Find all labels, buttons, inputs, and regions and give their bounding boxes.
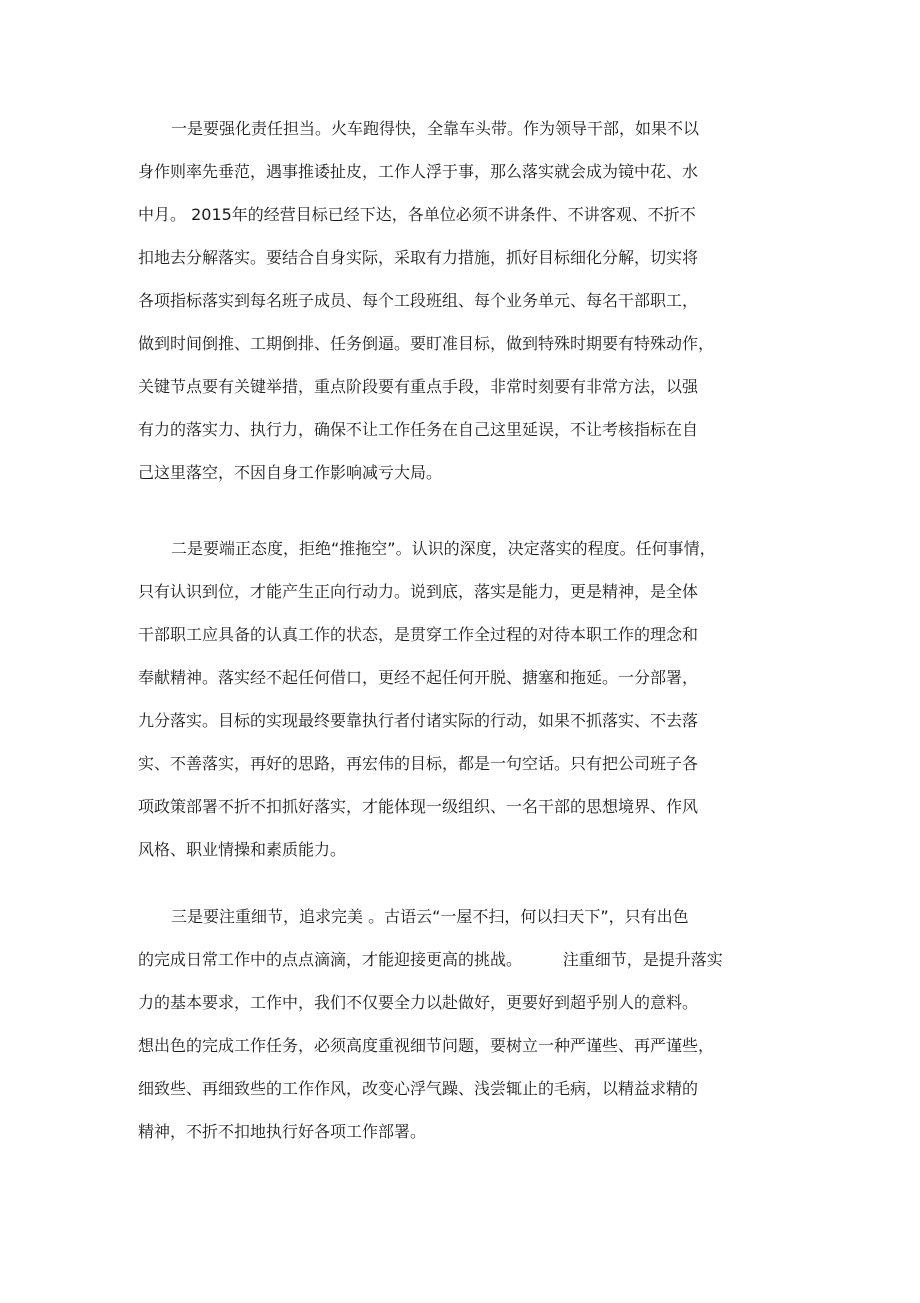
paragraph-line: 一是要强化责任担当。火车跑得快，全靠车头带。作为领导干部，如果不以 [171, 119, 700, 138]
paragraph-line: 想出色的完成工作任务，必须高度重视细节问题，要树立一种严谨些、再严谨些， [138, 1036, 715, 1055]
paragraph-line: 的完成日常工作中的点点滴滴，才能迎接更高的挑战。 注重细节，是提升落实 [138, 950, 723, 969]
paragraph-line: 力的基本要求，工作中，我们不仅要全力以赴做好，更要好到超乎别人的意料。 [138, 993, 699, 1012]
paragraph-line: 扣地去分解落实。要结合自身实际，采取有力措施，抓好目标细化分解，切实将 [138, 248, 699, 267]
paragraph-line: 二是要端正态度，拒绝“推拖空”。认识的深度，决定落实的程度。任何事情， [171, 539, 716, 558]
paragraph-line: 奉献精神。落实经不起任何借口，更经不起任何开脱、搪塞和拖延。一分部署， [138, 668, 699, 687]
paragraph-line: 关键节点要有关键举措，重点阶段要有重点手段，非常时刻要有非常方法，以强 [138, 377, 699, 396]
paragraph-attitude [138, 527, 788, 871]
paragraph-line: 有力的落实力、执行力，确保不让工作任务在自己这里延误，不让考核指标在自 [138, 420, 699, 439]
paragraph-line: 各项指标落实到每名班子成员、每个工段班组、每个业务单元、每名干部职工， [138, 291, 699, 310]
paragraph-line: 九分落实。目标的实现最终要靠执行者付诸实际的行动，如果不抓落实、不去落 [138, 711, 699, 730]
paragraph-line: 三是要注重细节，追求完美 。古语云“一屋不扫，何以扫天下”，只有出色 [171, 907, 689, 926]
paragraph-line: 项政策部署不折不扣抓好落实，才能体现一级组织、一名干部的思想境界、作风 [138, 797, 699, 816]
paragraph-line: 风格、职业情操和素质能力。 [138, 840, 347, 859]
paragraph-line: 干部职工应具备的认真工作的状态，是贯穿工作全过程的对待本职工作的理念和 [138, 625, 699, 644]
paragraph-line: 己这里落空，不因自身工作影响减亏大局。 [138, 463, 443, 482]
paragraph-line: 细致些、再细致些的工作作风，改变心浮气躁、浅尝辄止的毛病，以精益求精的 [138, 1079, 699, 1098]
paragraph-line: 身作则率先垂范，遇事推诿扯皮，工作人浮于事，那么落实就会成为镜中花、水 [138, 162, 699, 181]
paragraph-line: 实、不善落实，再好的思路，再宏伟的目标，都是一句空话。只有把公司班子各 [138, 754, 699, 773]
paragraph-responsibility [138, 107, 788, 494]
paragraph-line: 精神，不折不扣地执行好各项工作部署。 [138, 1122, 427, 1141]
paragraph-details [138, 895, 788, 1153]
paragraph-line: 做到时间倒推、工期倒排、任务倒逼。要盯准目标，做到特殊时期要有特殊动作， [138, 334, 715, 353]
paragraph-line: 只有认识到位，才能产生正向行动力。说到底，落实是能力，更是精神，是全体 [138, 582, 699, 601]
paragraph-line: 中月。 2015年的经营目标已经下达，各单位必须不讲条件、不讲客观、不折不 [138, 205, 696, 224]
